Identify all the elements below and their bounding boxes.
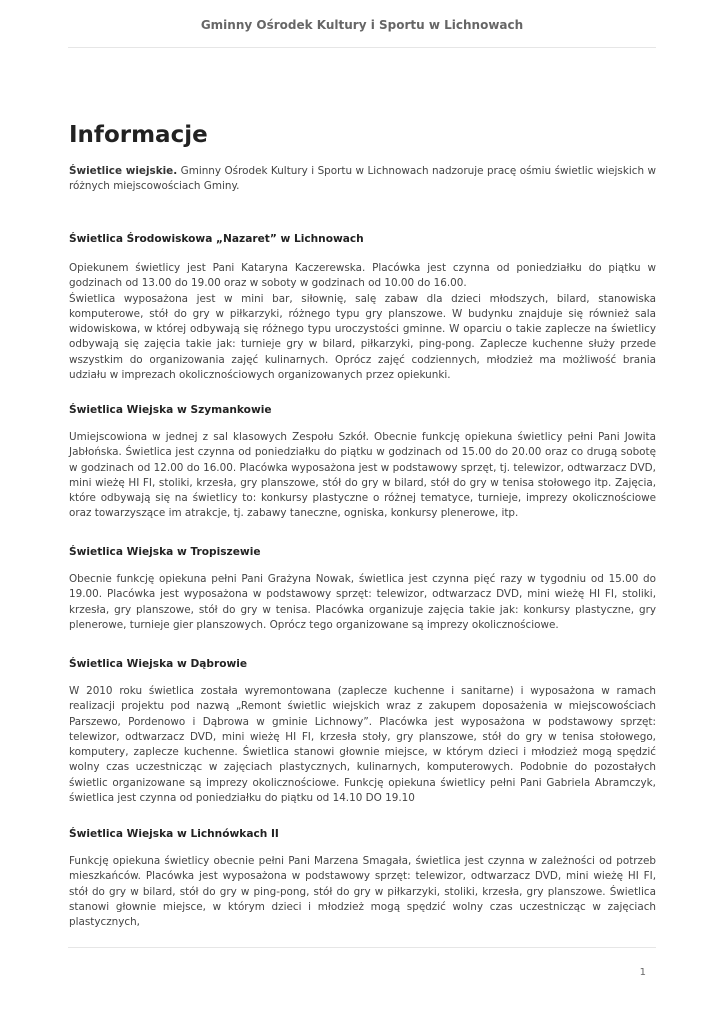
section-paragraph: Opiekunem świetlicy jest Pani Kataryna Kaczerewska. Placówka jest czynna od poniedziałku do piątku w godzinach od 13.00 do 19.00 oraz w soboty w godzinach od 10.00 do 16.00. — [69, 262, 656, 290]
section-paragraph: Świetlica wyposażona jest w mini bar, siłownię, salę zabaw dla dzieci młodszych, bilard, stanowiska komputerowe, stół do gry w piłkarzyki, różnego typu gry planszowe. W budynku znajduje się również sala widowiskowa, w której odbywają się różnego typu uroczystości gminne. W oparciu o takie zaplecze na świetlicy odbywają się zajęcia takie jak: turnieje gry w bilard, piłkarzyki, ping-pong. Zaplecze kuchenne służy przede wszystkim do organizowania zajęć kulinarnych. Oprócz zajęć codziennych, młodzież ma możliwość brania udziału w imprezach okolicznościowych organizowanych przez opiekunki. — [69, 292, 656, 382]
section-title-szymankowo: Świetlica Wiejska w Szymankowie — [69, 404, 272, 416]
section-paragraph: Funkcję opiekuna świetlicy obecnie pełni Pani Marzena Smagała, świetlica jest czynna w zależności od potrzeb mieszkańców. Placówka jest wyposażona w podstawowy sprzęt: telewizor, odtwarzacz DVD, mini wieżę HI FI, stół do gry w bilard, stół do gry w ping-pong, stół do gry w piłkarzyki, stoliki, krzesła, gry planszowe. Świetlica stanowi głownie miejsce, w którym dzieci i młodzież mogą spędzić wolny czas uczestnicząc w zajęciach plastycznych, — [69, 855, 656, 929]
intro-paragraph — [69, 164, 656, 195]
section-paragraph: W 2010 roku świetlica została wyremontowana (zaplecze kuchenne i sanitarne) i wyposażona w ramach realizacji projektu pod nazwą „Remont świetlic wiejskich wraz z zakupem doposażenia w miejscowościach Parszewo, Pordenowo i Dąbrowa w gminie Lichnowy”. Placówka jest wyposażona w podstawowy sprzęt: telewizor, odtwarzacz DVD, mini wieżę HI FI, krzesła stoły, gry planszowe, stół do gry w tenisa stołowego, komputery, zaplecze kuchenne. Świetlica stanowi głownie miejsce, w którym dzieci i młodzież mogą spędzić wolny czas uczestnicząc w zajęciach plastycznych, kulinarnych, komputerowych. Podobnie do pozostałych świetlic organizowane są imprezy okolicznościowe. Funkcję opiekuna świetlicy pełni Pani Gabriela Abramczyk, świetlica jest czynna od poniedziałku do piątku od 14.10 DO 19.10 — [69, 685, 656, 805]
header-title: Gminny Ośrodek Kultury i Sportu w Lichnowach — [200, 18, 524, 32]
section-body-lichnowki — [69, 854, 656, 930]
section-body-dabrowa — [69, 684, 656, 806]
section-body-szymankowo — [69, 430, 656, 522]
page-number: 1 — [639, 967, 646, 978]
section-paragraph: Umiejscowiona w jednej z sal klasowych Zespołu Szkół. Obecnie funkcję opiekuna świetlicy pełni Pani Jowita Jabłońska. Świetlica jest czynna od poniedziałku do piątku w godzinach od 15.00 do 20.00 oraz co drugą sobotę w godzinach od 12.00 do 16.00. Placówka wyposażona jest w podstawowy sprzęt, tj. telewizor, odtwarzacz DVD, mini wieżę HI FI, stoliki, krzesła, gry planszowe, stół do gry w bilard, stół do gry w tenisa stołowego itp. Zajęcia, które odbywają się na świetlicy to: konkursy plastyczne o różnej tematyce, turnieje, imprezy okolicznościowe oraz towarzyszące im atrakcje, tj. zabawy taneczne, ogniska, konkursy plenerowe, itp. — [69, 431, 656, 520]
intro-text: Gminny Ośrodek Kultury i Sportu w Lichnowach nadzoruje pracę ośmiu świetlic wiejskich w różnych miejscowościach Gminy. — [69, 165, 657, 193]
page-title: Informacje — [69, 122, 208, 148]
section-title-nazaret: Świetlica Środowiskowa „Nazaret” w Lichnowach — [69, 233, 364, 245]
section-body-tropiszewo — [69, 572, 656, 633]
intro-lead: Świetlice wiejskie. — [69, 165, 178, 177]
footer-divider — [68, 947, 656, 948]
page-header — [68, 14, 656, 48]
section-body-nazaret — [69, 261, 656, 383]
section-title-dabrowa: Świetlica Wiejska w Dąbrowie — [69, 658, 248, 670]
section-title-tropiszewo: Świetlica Wiejska w Tropiszewie — [69, 546, 261, 558]
section-title-lichnowki: Świetlica Wiejska w Lichnówkach II — [69, 828, 279, 840]
section-paragraph: Obecnie funkcję opiekuna pełni Pani Grażyna Nowak, świetlica jest czynna pięć razy w tygodniu od 15.00 do 19.00. Placówka jest wyposażona w podstawowy sprzęt: telewizor, odtwarzacz DVD, mini wieżę HI FI, stoliki, krzesła, gry planszowe, stół do gry w tenisa. Placówka organizuje zajęcia takie jak: konkursy plastyczne, gry plenerowe, turnieje gier planszowych. Oprócz tego organizowane są imprezy okolicznościowe. — [69, 573, 656, 631]
